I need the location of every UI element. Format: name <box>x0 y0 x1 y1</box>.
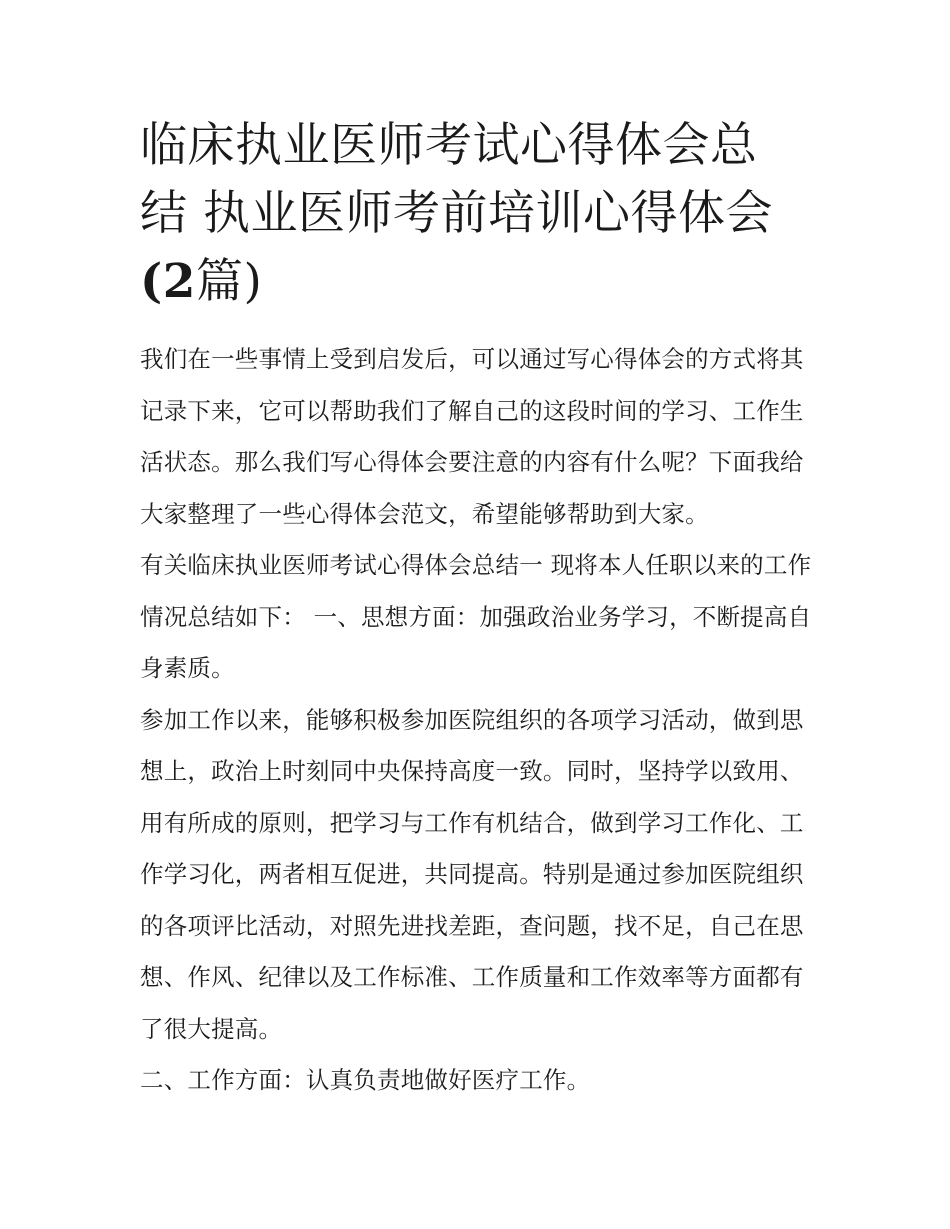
paragraph-thought: 参加工作以来，能够积极参加医院组织的各项学习活动，做到思想上，政治上时刻同中央保持高度一致。同时，坚持学以致用、用有所成的原则，把学习与工作有机结合，做到学习工作化、工作学习化，两者相互促进，共同提高。特别是通过参加医院组织的各项评比活动，对照先进找差距，查问题，找不足，自己在思想、作风、纪律以及工作标准、工作质量和工作效率等方面都有了很大提高。 <box>140 705 804 1043</box>
document-page <box>140 112 812 1107</box>
title-tail: 篇) <box>195 254 263 309</box>
paragraph-intro: 我们在一些事情上受到启发后，可以通过写心得体会的方式将其记录下来，它可以帮助我们了解自己的这段时间的学习、工作生活状态。那么我们写心得体会要注意的内容有什么呢？下面我给大家整理了一些心得体会范文，希望能够帮助到大家。 <box>140 345 804 528</box>
document-title <box>140 112 812 316</box>
title-line-1: 临床执业医师考试心得体会总 <box>140 118 758 173</box>
title-line-2: 结 执业医师考前培训心得体会 <box>140 186 773 241</box>
title-count: (2 <box>140 254 196 309</box>
paragraph-work-heading: 二、工作方面：认真负责地做好医疗工作。 <box>140 1066 591 1094</box>
paragraph-summary-heading: 有关临床执业医师考试心得体会总结一 现将本人任职以来的工作情况总结如下： 一、思想方面：加强政治业务学习，不断提高自身素质。 <box>140 551 812 682</box>
